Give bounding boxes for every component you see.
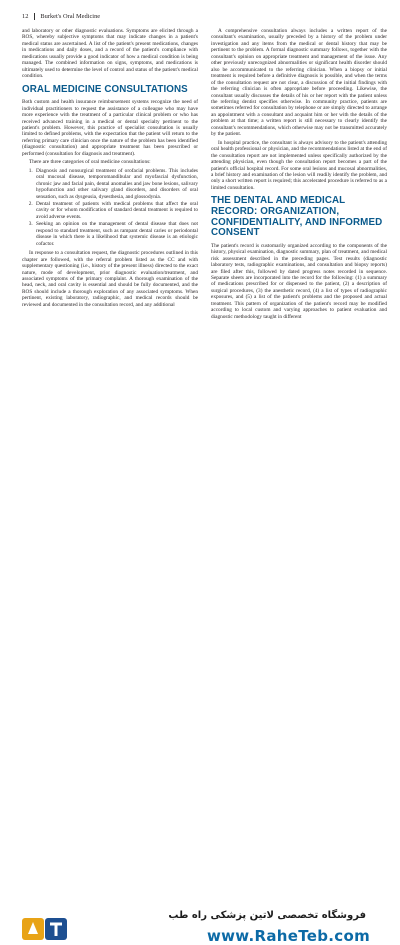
banner-url-link[interactable]: www.RaheTeb.com — [206, 927, 370, 945]
right-column — [211, 28, 387, 322]
left-column — [22, 28, 198, 310]
list-item: 3. Seeking an opinion on the management of dental disease that does not respond to standard treatment, such as rampant dental caries or periodontal disease in which there is a likelihood that systemic disease is an etiologic cofactor. — [34, 221, 198, 247]
banner-persian-text: فروشگاه تخصصی لاتین پزشکی راه طب — [168, 910, 366, 921]
list-item: 1. Diagnosis and nonsurgical treatment of orofacial problems. This includes oral mucosal disease, temporomandibular and myofascial dysfunction, chronic jaw and facial pain, dental anomalies and jaw bone lesions, salivary hypofunction and other salivary gland disorders, and disorders of oral sensation, such as dysgeusia, dysesthesia, and glossodynia. — [34, 168, 198, 200]
running-header — [22, 13, 100, 20]
intro-paragraph: and laboratory or other diagnostic evaluations. Symptoms are elicited through a ROS, whereby subjective symptoms that may indicate changes in a patient's medical status are ascertained. A list of the patient's present medications, changes in medications and daily doses, and a record of the patient's compliance with medications usually provide a good indicator of how a medical condition is being managed. The combined information on signs, symptoms, and medications is ultimately used to determine the level of control and status of the patient's medical condition. — [22, 28, 198, 80]
report-paragraph: A comprehensive consultation always includes a written report of the consultant's examination, usually preceded by a history of the problem under investigation and any items from the medical or dental history that may be pertinent to the problem. A formal diagnostic summary follows, together with the consultant's opinion on appropriate treatment and management of the issue. Any other previously unrecognized abnormalities or significant health disorder should also be accommunicated to the referring clinician. When a biopsy or initial treatment is required before a definitive diagnosis is possible, and when the terms of the consultation request are not clear, a discussion of the initial findings with the referring clinician is often appropriate before proceeding. Likewise, the consultant usually discusses the details of his or her report with the patient unless the referring dentist specifies otherwise. In community practice, patients are sometimes referred for consultation by telephone or are simply directed to arrange an appointment with a consultant and acquaint him or her with the details of the problem at that time; a written report is still necessary to clearly identify the consultant's recommendations, which otherwise may not be transmitted accurately by the patient. — [211, 28, 387, 138]
page-number: 12 — [22, 13, 29, 20]
consultations-paragraph-2: There are three categories of oral medicine consultations: — [29, 159, 151, 166]
list-item: 2. Dental treatment of patients with medical problems that affect the oral cavity or for whom modification of standard dental treatment is required to avoid adverse events. — [34, 201, 198, 220]
footer-banner — [0, 450, 400, 945]
hospital-practice-paragraph: In hospital practice, the consultant is always advisory to the patient's attending oral health professional or physician, and the recommendations listed at the end of the consultation report are not implemented unless specifically authorized by the attending physician, even though the consultation report becomes a part of the patient's official hospital record. For some oral lesions and mucosal abnormalities, a brief history and examination of the lesion will readily identify the problem, and only a short written report is required; this accelerated procedure is referred to as a limited consultation. — [211, 139, 387, 191]
raheteb-logo-icon — [22, 916, 67, 942]
section-heading-record: THE DENTAL AND MEDICAL RECORD: ORGANIZATION, CONFIDENTIALITY, AND INFORMED CONSENT — [211, 195, 383, 239]
consultations-paragraph-1: Both custom and health insurance reimbursement systems recognize the need of individual practitioners to request the assistance of a colleague who may have more experience with the treatment of a particular clinical problem or who has received advanced training in a medical or dental specialty pertinent to the patient's problem. However, this practice of specialist consultation is usually limited to defined problems, with the expectation that the patient will return to the referring primary care clinician once the nature of the problem has been identified (diagnostic consultation) and appropriate treatment has been prescribed or performed (consultation for diagnosis and treatment). — [22, 99, 198, 157]
consultations-paragraph-3: In response to a consultation request, the diagnostic procedures outlined in this chapter are followed, with the referral problem listed as the CC and with supplementary questioning (i.e., history of the present illness) directed to the exact nature, mode of development, prior diagnostic evaluation/treatment, and associated symptoms of the primary complaint. A thorough examination of the head, neck, and oral cavity is essential and should be fully documented, and the ROS should include a thorough exploration of any associated symptoms. When pertinent, existing laboratory, radiographic, and medical records should be reviewed and documented in the consultation record, and any additional — [22, 250, 198, 308]
book-title: Burket's Oral Medicine — [40, 13, 101, 20]
header-divider — [34, 13, 35, 20]
section-heading-consultations: ORAL MEDICINE CONSULTATIONS — [22, 83, 188, 95]
consultation-categories-list — [22, 168, 198, 247]
record-paragraph: The patient's record is customarily organized according to the components of the history, physical examination, diagnostic summary, plan of treatment, and medical risk assessment described in the preceding pages. Test results (diagnostic laboratory tests, radiographic examinations, and consultation and biopsy reports) are filed after this, followed by dated progress notes recorded in sequence. Separate sheets are incorporated into the record for the following: (1) a summary of medications prescribed for or dispensed to the patient, (2) a description of surgical procedures, (3) the anesthetic record, (4) a list of types of radiographic exposures, and (5) a list of the patient's problems and the proposed and actual treatment. This pattern of organization of the patient's record may be modified according to local custom and varying approaches to patient evaluation and diagnostic methodology taught in different — [211, 242, 387, 320]
